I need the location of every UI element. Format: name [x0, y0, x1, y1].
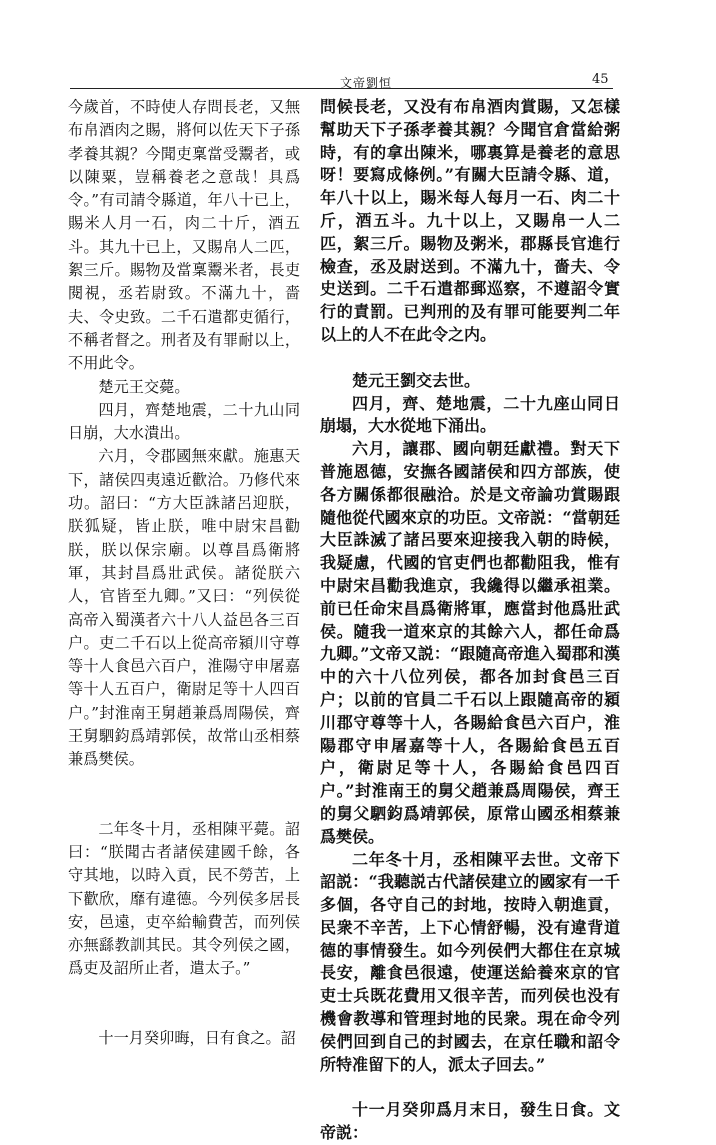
translation-column [320, 96, 620, 1145]
classical-paragraph-2: 楚元王交薨。 [98, 377, 190, 396]
classical-paragraph-6: 十一月癸卯晦，日有食之。詔 [98, 1028, 296, 1047]
classical-paragraph-3: 四月，齊楚地震，二十九山同日崩，大水潰出。 [68, 400, 300, 443]
page-number: 45 [592, 72, 609, 87]
classical-paragraph-1: 今歲首，不時使人存問長老，又無布帛酒肉之賜，將何以佐天下子孫孝養其親？今聞吏稟當受鬻者，或以陳粟，豈稱養老之意哉！具爲令。”有司請令縣道，年八十已上，賜米人月一石，肉二十斤，酒五斗。其九十已上，又賜帛人二匹，絮三斤。賜物及當稟鬻米者，長吏閱視，丞若尉致。不滿九十，嗇夫、令史致。二千石遣都吏循行，不稱者督之。刑者及有罪耐以上，不用此令。 [68, 98, 300, 373]
translation-paragraph-4: 六月，讓郡、國向朝廷獻禮。對天下普施恩德，安撫各國諸侯和四方部族，使各方關係都很融洽。於是文帝論功賞賜跟隨他從代國來京的功臣。文帝説：“當朝廷大臣誅滅了諸呂要來迎接我入朝的時候，我疑慮，代國的官吏們也都勸阻我，惟有中尉宋昌勸我進京，我纔得以繼承祖業。前已任命宋昌爲衛將軍，應當封他爲壯武侯。隨我一道來京的其餘六人，都任命爲九卿。”文帝又説：“跟隨高帝進入蜀郡和漢中的六十八位列侯，都各加封食邑三百户；以前的官員二千石以上跟隨高帝的潁川郡守尊等十人，各賜給食邑六百户，淮陽郡守申屠嘉等十人，各賜給食邑五百户，衛尉足等十人，各賜給食邑四百户。”封淮南王的舅父趙兼爲周陽侯，齊王的舅父駟鈞爲靖郭侯，原常山國丞相蔡兼爲樊侯。 [320, 439, 620, 846]
paragraph-spacer [320, 347, 620, 370]
running-header [40, 72, 610, 90]
paragraph-spacer [320, 1076, 620, 1099]
classical-paragraph-4: 六月，令郡國無來獻。施惠天下，諸侯四夷遠近歡洽。乃修代來功。詔曰：“方大臣誅諸呂迎朕，朕狐疑，皆止朕，唯中尉宋昌勸朕，朕以保宗廟。以尊昌爲衛將軍，其封昌爲壯武侯。諸從朕六人，官皆至九卿。”又曰：“列侯從高帝入蜀漢者六十八人益邑各三百户。吏二千石以上從高帝潁川守尊等十人食邑六百户，淮陽守申屠嘉等十人五百户，衛尉足等十人四百户。”封淮南王舅趙兼爲周陽侯，齊王舅駟鈞爲靖郭侯，故常山丞相蔡兼爲樊侯。 [68, 447, 300, 769]
translation-paragraph-1: 問候長老，又没有布帛酒肉賞賜，又怎樣幫助天下子孫孝養其親？今聞官倉當給粥時，有的拿出陳米，哪裏算是養老的意思呀！要寫成條例。”有關大臣請令縣、道，年八十以上，賜米每人每月一石、肉二十斤，酒五斗。九十以上，又賜帛一人二匹，絮三斤。賜物及粥米，郡縣長官進行檢查，丞及尉送到。不滿九十，嗇夫、令史送到。二千石遣都郵巡察，不遵詔令實行的責罰。已判刑的及有罪可能要判二年以上的人不在此令之内。 [320, 97, 620, 344]
translation-paragraph-3: 四月，齊、楚地震，二十九座山同日崩塌，大水從地下涌出。 [320, 393, 620, 436]
classical-paragraph-5: 二年冬十月，丞相陳平薨。詔曰：“朕聞古者諸侯建國千餘，各守其地，以時入貢，民不勞苦，上下歡欣，靡有違德。今列侯多居長安，邑遠，吏卒給輸費苦，而列侯亦無繇教訓其民。其令列侯之國，爲吏及詔所止者，遣太子。” [68, 819, 300, 978]
paragraph-spacer [68, 772, 300, 818]
translation-paragraph-6: 十一月癸卯爲月末日，發生日食。文帝説： [320, 1100, 620, 1143]
classical-text-column [68, 96, 300, 1050]
running-title: 文帝劉恒 [340, 76, 393, 90]
header-rule [70, 88, 613, 89]
translation-paragraph-5: 二年冬十月，丞相陳平去世。文帝下詔説：“我聽説古代諸侯建立的國家有一千多個，各守自己的封地，按時入朝進貢，民衆不辛苦，上下心情舒暢，没有違背道德的事情發生。如今列侯們大都住在京城長安，離食邑很遠，使運送給養來京的官吏士兵既花費用又很辛苦，而列侯也没有機會教導和管理封地的民衆。現在命令列侯們回到自己的封國去，在京任職和詔令所特准留下的人，派太子回去。” [320, 849, 620, 1074]
paragraph-spacer [68, 981, 300, 1027]
translation-paragraph-2: 楚元王劉交去世。 [352, 370, 481, 390]
